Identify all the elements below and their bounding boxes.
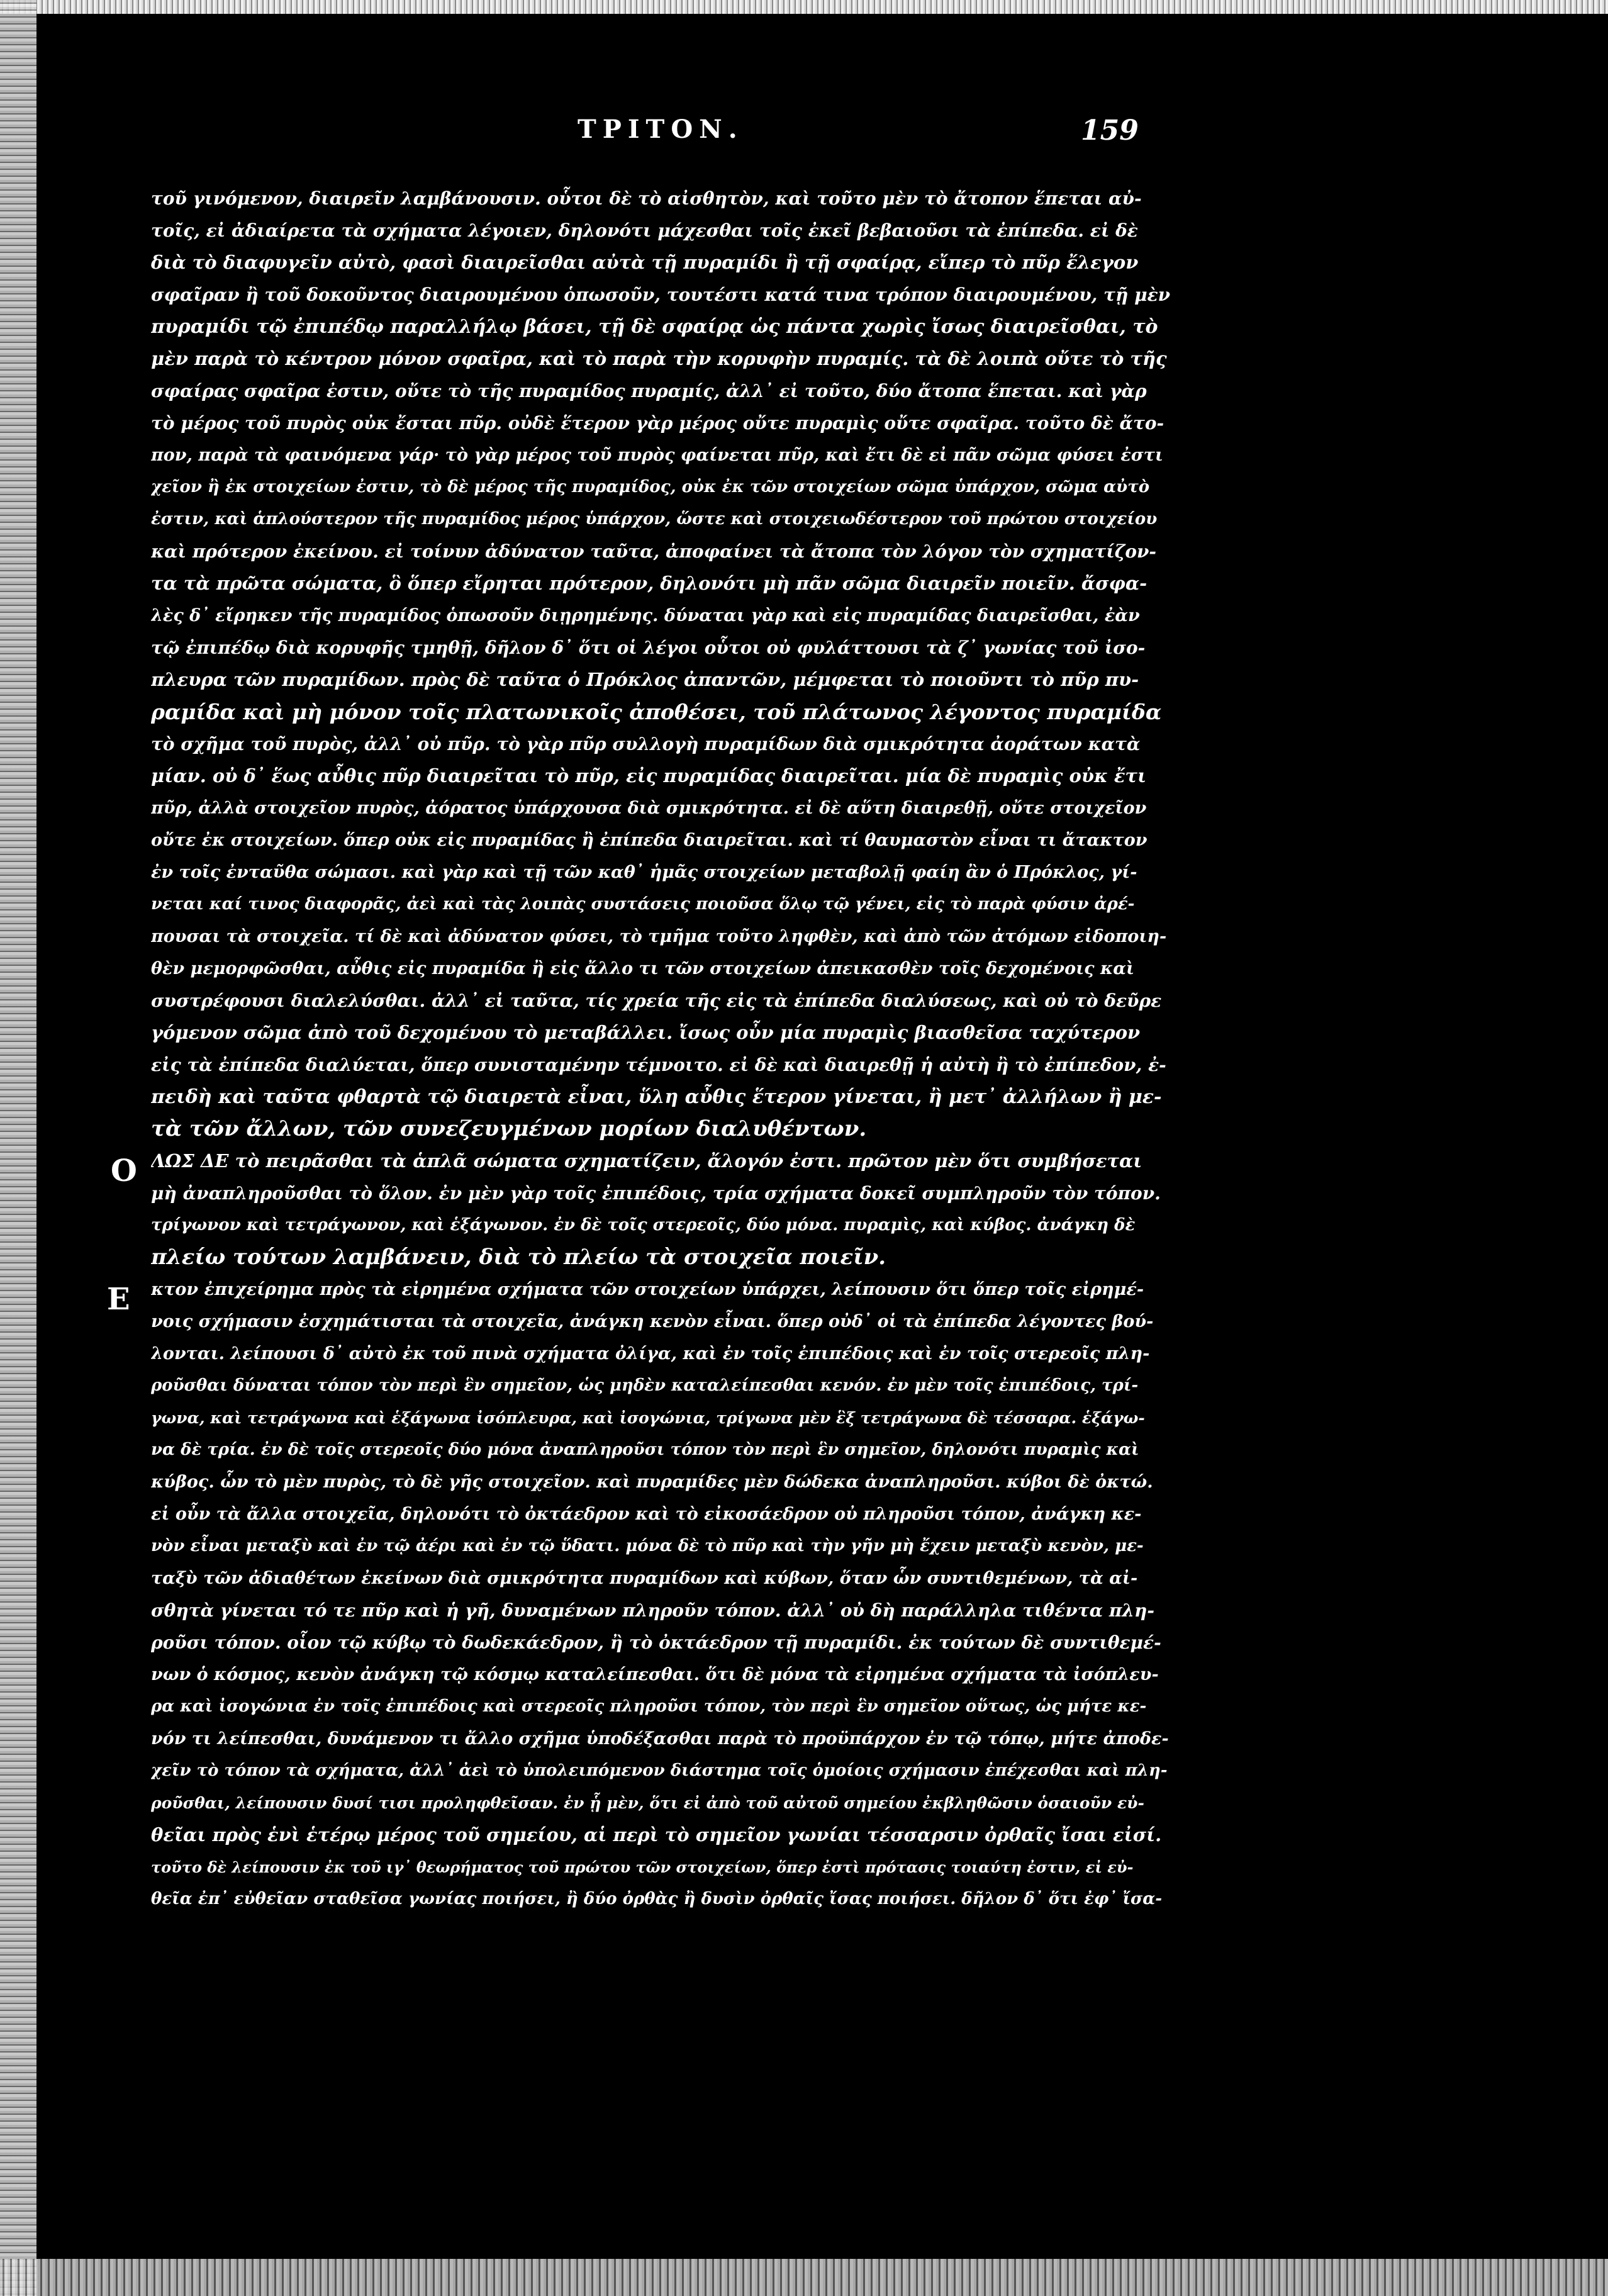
text-line: μίαν. οὐ δ᾽ ἕως αὖθις πῦρ διαιρεῖται τὸ πῦρ, εἰς πυραμίδας διαιρεῖται. μία δὲ πυραμὶς οὐκ ἔτι xyxy=(151,765,1147,787)
text-line: πλευρα τῶν πυραμίδων. πρὸς δὲ ταῦτα ὁ Πρόκλος ἀπαντῶν, μέμφεται τὸ ποιοῦντι τὸ πῦρ πυ- xyxy=(151,669,1139,690)
text-line: ροῦσθαι, λείπουσιν δυσί τισι προληφθεῖσαν. ἐν ᾗ μὲν, ὅτι εἰ ἀπὸ τοῦ αὐτοῦ σημείου ἐκβληθῶσιν ὁσαιοῦν εὐ- xyxy=(151,1794,1144,1812)
text-line: τοῦ γινόμενον, διαιρεῖν λαμβάνουσιν. οὗτοι δὲ τὸ αἰσθητὸν, καὶ τοῦτο μὲν τὸ ἄτοπον ἕπεται αὐ- xyxy=(151,188,1142,209)
running-title: ΤΡΙΤΟΝ. xyxy=(578,115,744,144)
text-line: ἐστιν, καὶ ἁπλούστερον τῆς πυραμίδος μέρος ὑπάρχον, ὥστε καὶ στοιχειωδέστερον τοῦ πρώτου στοιχείου xyxy=(151,510,1158,529)
text-line: νεται καί τινος διαφορᾶς, ἀεὶ καὶ τὰς λοιπὰς συστάσεις ποιοῦσα ὅλῳ τῷ γένει, εἰς τὸ παρὰ φύσιν ἀρέ- xyxy=(151,895,1135,914)
text-line: νων ὁ κόσμος, κενὸν ἀνάγκη τῷ κόσμῳ καταλείπεσθαι. ὅτι δὲ μόνα τὰ εἰρημένα σχήματα τὰ ἰσόπλευ- xyxy=(151,1665,1159,1684)
text-line: ΛΩΣ ΔΕ τὸ πειρᾶσθαι τὰ ἁπλᾶ σώματα σχηματίζειν, ἄλογόν ἐστι. πρῶτον μὲν ὅτι συμβήσεται xyxy=(151,1150,1142,1172)
page-header xyxy=(36,115,1572,152)
text-line: τὸ μέρος τοῦ πυρὸς οὐκ ἔσται πῦρ. οὐδὲ ἕτερον γὰρ μέρος οὔτε πυραμὶς οὔτε σφαῖρα. τοῦτο δὲ ἄτο- xyxy=(151,413,1164,434)
text-line: ἐν τοῖς ἐνταῦθα σώμασι. καὶ γὰρ καὶ τῇ τῶν καθ᾽ ἡμᾶς στοιχείων μεταβολῇ φαίη ἂν ὁ Πρόκλος, γί- xyxy=(151,863,1137,882)
text-line: ραμίδα καὶ μὴ μόνον τοῖς πλατωνικοῖς ἀποθέσει, τοῦ πλάτωνος λέγοντος πυραμίδα xyxy=(151,700,1162,724)
text-line: πυραμίδι τῷ ἐπιπέδῳ παραλλήλῳ βάσει, τῇ δὲ σφαίρᾳ ὡς πάντα χωρὶς ἴσως διαιρεῖσθαι, τὸ xyxy=(151,316,1158,338)
scan-edge-top xyxy=(0,0,1608,14)
text-line: θεῖα ἐπ᾽ εὐθεῖαν σταθεῖσα γωνίας ποιήσει, ἢ δύο ὀρθὰς ἢ δυσὶν ὀρθαῖς ἴσας ποιήσει. δῆλον δ᾽ ὅτι ἐφ᾽ ἴσα- xyxy=(151,1890,1163,1908)
text-line: ροῦσθαι δύναται τόπον τὸν περὶ ἓν σημεῖον, ὡς μηδὲν καταλείπεσθαι κενόν. ἐν μὲν τοῖς ἐπιπέδοις, τρί- xyxy=(151,1376,1139,1395)
marginal-initial-omega: Ο xyxy=(111,1153,137,1189)
page-number: 159 xyxy=(1081,115,1139,147)
marginal-initial-eta: Ε xyxy=(107,1282,130,1317)
text-line: καὶ πρότερον ἐκείνου. εἰ τοίνυν ἀδύνατον ταῦτα, ἀποφαίνει τὰ ἄτοπα τὸν λόγον τὸν σχηματίζον- xyxy=(151,541,1157,562)
text-line: τὰ τῶν ἄλλων, τῶν συνεζευγμένων μορίων διαλυθέντων. xyxy=(151,1116,867,1141)
scanned-page xyxy=(36,14,1572,2259)
text-line: οὔτε ἐκ στοιχείων. ὅπερ οὐκ εἰς πυραμίδας ἢ ἐπίπεδα διαιρεῖται. καὶ τί θαυμαστὸν εἶναι τι ἄτακτον xyxy=(151,831,1147,850)
text-line: τῷ ἐπιπέδῳ διὰ κορυφῆς τμηθῇ, δῆλον δ᾽ ὅτι οἱ λέγοι οὗτοι οὐ φυλάττουσι τὰ ζ᾽ γωνίας τοῦ ἰσο- xyxy=(151,637,1146,658)
text-line: λὲς δ᾽ εἴρηκεν τῆς πυραμίδος ὁπωσοῦν διῃρημένης. δύναται γὰρ καὶ εἰς πυραμίδας διαιρεῖσθαι, ἐὰν xyxy=(151,606,1140,625)
text-line: νοις σχήμασιν ἐσχημάτισται τὰ στοιχεῖα, ἀνάγκη κενὸν εἶναι. ὅπερ οὐδ᾽ οἱ τὰ ἐπίπεδα λέγοντες βού- xyxy=(151,1312,1154,1331)
text-line: ταξὺ τῶν ἀδιαθέτων ἐκείνων διὰ σμικρότητα πυραμίδων καὶ κύβων, ὅταν ὧν συντιθεμένων, τὰ αἰ- xyxy=(151,1569,1138,1588)
text-line: πον, παρὰ τὰ φαινόμενα γάρ· τὸ γὰρ μέρος τοῦ πυρὸς φαίνεται πῦρ, καὶ ἔτι δὲ εἰ πᾶν σῶμα φύσει ἐστι xyxy=(151,445,1163,465)
scan-edge-bottom xyxy=(0,2259,1608,2296)
text-line: θὲν μεμορφῶσθαι, αὖθις εἰς πυραμίδα ἢ εἰς ἄλλο τι τῶν στοιχείων ἀπεικασθὲν τοῖς δεχομένοις καὶ xyxy=(151,959,1135,978)
text-line: εἰς τὰ ἐπίπεδα διαλύεται, ὅπερ συνισταμένην τέμνοιτο. εἰ δὲ καὶ διαιρεθῇ ἡ αὐτὴ ἢ τὸ ἐπίπεδον, ἐ- xyxy=(151,1055,1166,1075)
text-line: θεῖαι πρὸς ἑνὶ ἑτέρῳ μέρος τοῦ σημείου, αἱ περὶ τὸ σημεῖον γωνίαι τέσσαρσιν ὀρθαῖς ἴσαι εἰσί. xyxy=(151,1824,1162,1845)
text-line: νὸν εἶναι μεταξὺ καὶ ἐν τῷ ἀέρι καὶ ἐν τῷ ὕδατι. μόνα δὲ τὸ πῦρ καὶ τὴν γῆν μὴ ἔχειν μεταξὺ κενὸν, με- xyxy=(151,1537,1144,1555)
text-line: τὸ σχῆμα τοῦ πυρὸς, ἀλλ᾽ οὐ πῦρ. τὸ γὰρ πῦρ συλλογὴ πυραμίδων διὰ σμικρότητα ἀοράτων κατὰ xyxy=(151,734,1141,754)
text-line: κτον ἐπιχείρημα πρὸς τὰ εἰρημένα σχήματα τῶν στοιχείων ὑπάρχει, λείπουσιν ὅτι ὅπερ τοῖς εἰρημέ- xyxy=(151,1280,1144,1299)
text-line: ροῦσι τόπον. οἷον τῷ κύβῳ τὸ δωδεκάεδρον, ἢ τὸ ὀκτάεδρον τῇ πυραμίδι. ἐκ τούτων δὲ συντιθεμέ- xyxy=(151,1632,1161,1653)
text-line: πειδὴ καὶ ταῦτα φθαρτὰ τῷ διαιρετὰ εἶναι, ὕλη αὖθις ἕτερον γίνεται, ἢ μετ᾽ ἀλλήλων ἢ με- xyxy=(151,1086,1162,1108)
text-line: να δὲ τρία. ἐν δὲ τοῖς στερεοῖς δύο μόνα ἀναπληροῦσι τόπον τὸν περὶ ἓν σημεῖον, δηλονότι πυραμὶς καὶ xyxy=(151,1440,1139,1459)
text-line: τοῦτο δὲ λείπουσιν ἐκ τοῦ ιγ᾽ θεωρήματος τοῦ πρώτου τῶν στοιχείων, ὅπερ ἐστὶ πρότασις τοιαύτη ἐστιν, εἰ εὐ- xyxy=(151,1858,1134,1876)
text-line: τρίγωνον καὶ τετράγωνον, καὶ ἑξάγωνον. ἐν δὲ τοῖς στερεοῖς, δύο μόνα. πυραμὶς, καὶ κύβος. ἀνάγκη δὲ xyxy=(151,1216,1136,1235)
text-line: τοῖς, εἰ ἀδιαίρετα τὰ σχήματα λέγοιεν, δηλονότι μάχεσθαι τοῖς ἐκεῖ βεβαιοῦσι τὰ ἐπίπεδα. εἰ δὲ xyxy=(151,220,1138,241)
text-line: ρα καὶ ἰσογώνια ἐν τοῖς ἐπιπέδοις καὶ στερεοῖς πληροῦσι τόπον, τὸν περὶ ἓν σημεῖον οὕτως, ὡς μήτε κε- xyxy=(151,1697,1147,1716)
text-line: γόμενον σῶμα ἀπὸ τοῦ δεχομένου τὸ μεταβάλλει. ἴσως οὖν μία πυραμὶς βιασθεῖσα ταχύτερον xyxy=(151,1022,1141,1043)
scan-edge-left xyxy=(0,0,36,2296)
text-line: πλείω τούτων λαμβάνειν, διὰ τὸ πλείω τὰ στοιχεῖα ποιεῖν. xyxy=(151,1245,886,1270)
text-line: χεῖον ἢ ἐκ στοιχείων ἐστιν, τὸ δὲ μέρος τῆς πυραμίδος, οὐκ ἐκ τῶν στοιχείων σῶμα ὑπάρχον, σῶμα αὐτὸ xyxy=(151,478,1150,496)
text-line: μὲν παρὰ τὸ κέντρον μόνον σφαῖρα, καὶ τὸ παρὰ τὴν κορυφὴν πυραμίς. τὰ δὲ λοιπὰ οὔτε τὸ τῆς xyxy=(151,348,1167,369)
text-line: τα τὰ πρῶτα σώματα, ὃ ὅπερ εἴρηται πρότερον, δηλονότι μὴ πᾶν σῶμα διαιρεῖν ποιεῖν. ἄσφα- xyxy=(151,573,1147,594)
text-line: σφαῖραν ἢ τοῦ δοκοῦντος διαιρουμένου ὁπωσοῦν, τουτέστι κατά τινα τρόπον διαιρουμένου, τῇ μὲν xyxy=(151,284,1170,305)
text-line: εἰ οὖν τὰ ἄλλα στοιχεῖα, δηλονότι τὸ ὀκτάεδρον καὶ τὸ εἰκοσάεδρον οὐ πληροῦσι τόπον, ἀνάγκη κε- xyxy=(151,1504,1142,1524)
text-line: νόν τι λείπεσθαι, δυνάμενον τι ἄλλο σχῆμα ὑποδέξασθαι παρὰ τὸ προϋπάρχον ἐν τῷ τόπῳ, μήτε ἀποδε- xyxy=(151,1729,1169,1749)
text-line: χεῖν τὸ τόπον τὰ σχήματα, ἀλλ᾽ ἀεὶ τὸ ὑπολειπόμενον διάστημα τοῖς ὁμοίοις σχήμασιν ἐπέχεσθαι καὶ πλη- xyxy=(151,1761,1168,1780)
text-line: πῦρ, ἀλλὰ στοιχεῖον πυρὸς, ἀόρατος ὑπάρχουσα διὰ σμικρότητα. εἰ δὲ αὕτη διαιρεθῇ, οὔτε στοιχεῖον xyxy=(151,798,1147,818)
text-line: λονται. λείπουσι δ᾽ αὐτὸ ἐκ τοῦ πινὰ σχήματα ὀλίγα, καὶ ἐν τοῖς ἐπιπέδοις καὶ ἐν τοῖς στερεοῖς πλη- xyxy=(151,1344,1150,1364)
text-line: διὰ τὸ διαφυγεῖν αὐτὸ, φασὶ διαιρεῖσθαι αὐτὰ τῇ πυραμίδι ἢ τῇ σφαίρᾳ, εἴπερ τὸ πῦρ ἔλεγον xyxy=(151,252,1139,273)
text-line: πουσαι τὰ στοιχεῖα. τί δὲ καὶ ἀδύνατον φύσει, τὸ τμῆμα τοῦτο ληφθὲν, καὶ ἀπὸ τῶν ἀτόμων εἰδοποιη- xyxy=(151,927,1167,946)
greek-text-body xyxy=(151,182,1170,1915)
text-line: σθητὰ γίνεται τό τε πῦρ καὶ ἡ γῆ, δυναμένων πληροῦν τόπον. ἀλλ᾽ οὐ δὴ παράλληλα τιθέντα πλη- xyxy=(151,1600,1154,1621)
text-line: γωνα, καὶ τετράγωνα καὶ ἑξάγωνα ἰσόπλευρα, καὶ ἰσογώνια, τρίγωνα μὲν ἓξ τετράγωνα δὲ τέσσαρα. ἑξάγω- xyxy=(151,1409,1145,1427)
text-line: συστρέφουσι διαλελύσθαι. ἀλλ᾽ εἰ ταῦτα, τίς χρεία τῆς εἰς τὰ ἐπίπεδα διαλύσεως, καὶ οὐ τὸ δεῦρε xyxy=(151,990,1162,1011)
text-line: σφαίρας σφαῖρα ἐστιν, οὔτε τὸ τῆς πυραμίδος πυραμίς, ἀλλ᾽ εἰ τοῦτο, δύο ἄτοπα ἕπεται. καὶ γὰρ xyxy=(151,381,1147,401)
text-line: κύβος. ὧν τὸ μὲν πυρὸς, τὸ δὲ γῆς στοιχεῖον. καὶ πυραμίδες μὲν δώδεκα ἀναπληροῦσι. κύβοι δὲ ὀκτώ. xyxy=(151,1472,1153,1492)
text-line: μὴ ἀναπληροῦσθαι τὸ ὅλον. ἐν μὲν γὰρ τοῖς ἐπιπέδοις, τρία σχήματα δοκεῖ συμπληροῦν τὸν τόπον. xyxy=(151,1183,1161,1204)
